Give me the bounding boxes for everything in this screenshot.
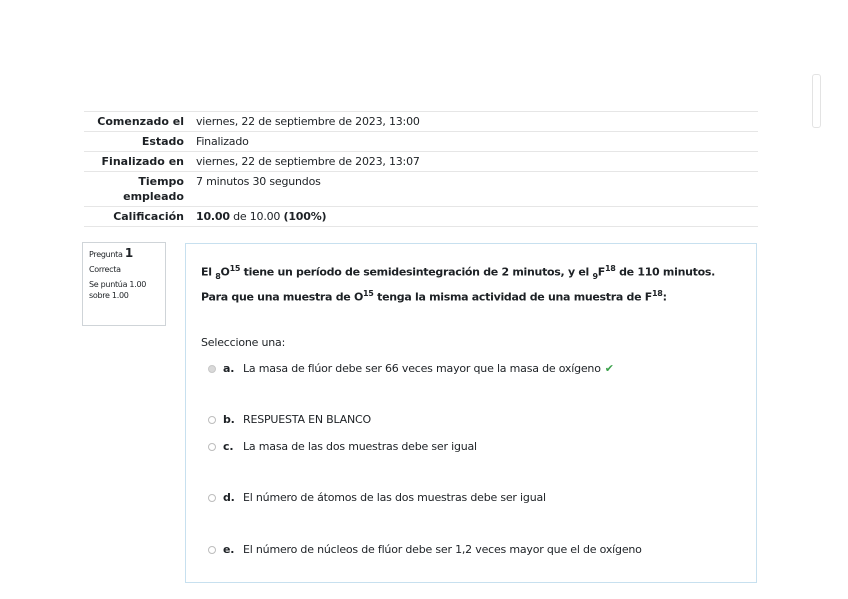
summary-label: Calificación (113, 210, 184, 223)
summary-row-grade (84, 206, 758, 227)
qtext-sub: 8 (215, 271, 221, 281)
qtext-part: tenga la misma actividad de una muestra de F (373, 290, 653, 304)
question-number-value: 1 (124, 246, 133, 260)
radio-button[interactable] (208, 443, 216, 451)
summary-label: Finalizado en (101, 155, 184, 168)
option-letter: b. (223, 413, 235, 426)
scrollbar-handle[interactable] (812, 74, 821, 128)
summary-row-completed (84, 151, 758, 171)
summary-label: Estado (141, 135, 184, 148)
qtext-part: F (597, 265, 605, 279)
question-content (185, 243, 757, 583)
radio-button[interactable] (208, 365, 216, 373)
qtext-sup: 18 (652, 288, 663, 298)
answer-option-a[interactable] (208, 362, 614, 375)
summary-row-started (84, 111, 758, 131)
radio-button[interactable] (208, 494, 216, 502)
option-letter: c. (223, 440, 234, 453)
qtext-part: : (662, 290, 667, 304)
option-letter: e. (223, 543, 235, 556)
option-text: La masa de las dos muestras debe ser igual (243, 440, 477, 453)
qtext-part: de 110 minutos. Para que una muestra de O (201, 265, 715, 304)
qtext-part: O (220, 265, 230, 279)
option-text: El número de átomos de las dos muestras debe ser igual (243, 491, 546, 504)
grade-percent: (100%) (283, 210, 327, 223)
question-text (201, 260, 741, 306)
attempt-summary-table (84, 111, 758, 227)
question-label: Pregunta (89, 250, 123, 259)
question-grade: Se puntúa 1.00 sobre 1.00 (89, 280, 147, 300)
qtext-part: El (201, 265, 216, 279)
summary-value (196, 209, 758, 224)
summary-value: 7 minutos 30 segundos (196, 175, 321, 188)
summary-label: Comenzado el (97, 115, 184, 128)
grade-of: de 10.00 (233, 210, 281, 223)
option-text: El número de núcleos de flúor debe ser 1,2 veces mayor que el de oxígeno (243, 543, 642, 556)
option-letter: d. (223, 491, 235, 504)
question-number (89, 248, 159, 260)
summary-value: Finalizado (196, 135, 249, 148)
answer-option-d[interactable] (208, 491, 546, 504)
answer-option-c[interactable] (208, 440, 477, 453)
answer-prompt: Seleccione una: (201, 336, 286, 349)
qtext-sup: 18 (605, 264, 616, 273)
answer-option-b[interactable] (208, 413, 371, 426)
summary-value: viernes, 22 de septiembre de 2023, 13:00 (196, 115, 420, 128)
grade-score: 10.00 (196, 210, 230, 223)
question-info-box (82, 242, 166, 326)
qtext-part: tiene un período de semidesintegración de 2 minutos, y el (240, 265, 593, 279)
answer-option-e[interactable] (208, 543, 642, 556)
radio-button[interactable] (208, 546, 216, 554)
qtext-sup: 15 (229, 264, 241, 273)
summary-value: viernes, 22 de septiembre de 2023, 13:07 (196, 155, 420, 168)
radio-button[interactable] (208, 416, 216, 424)
summary-row-state (84, 131, 758, 151)
qtext-sub: 9 (592, 271, 598, 281)
option-text: La masa de flúor debe ser 66 veces mayor que la masa de oxígeno (243, 362, 601, 375)
question-state: Correcta (89, 265, 121, 274)
option-text: RESPUESTA EN BLANCO (243, 413, 371, 426)
summary-label: Tiempo empleado (123, 175, 184, 203)
option-letter: a. (223, 362, 235, 375)
summary-row-time (84, 171, 758, 206)
check-icon: ✔ (604, 362, 614, 375)
qtext-sup: 15 (363, 288, 374, 298)
